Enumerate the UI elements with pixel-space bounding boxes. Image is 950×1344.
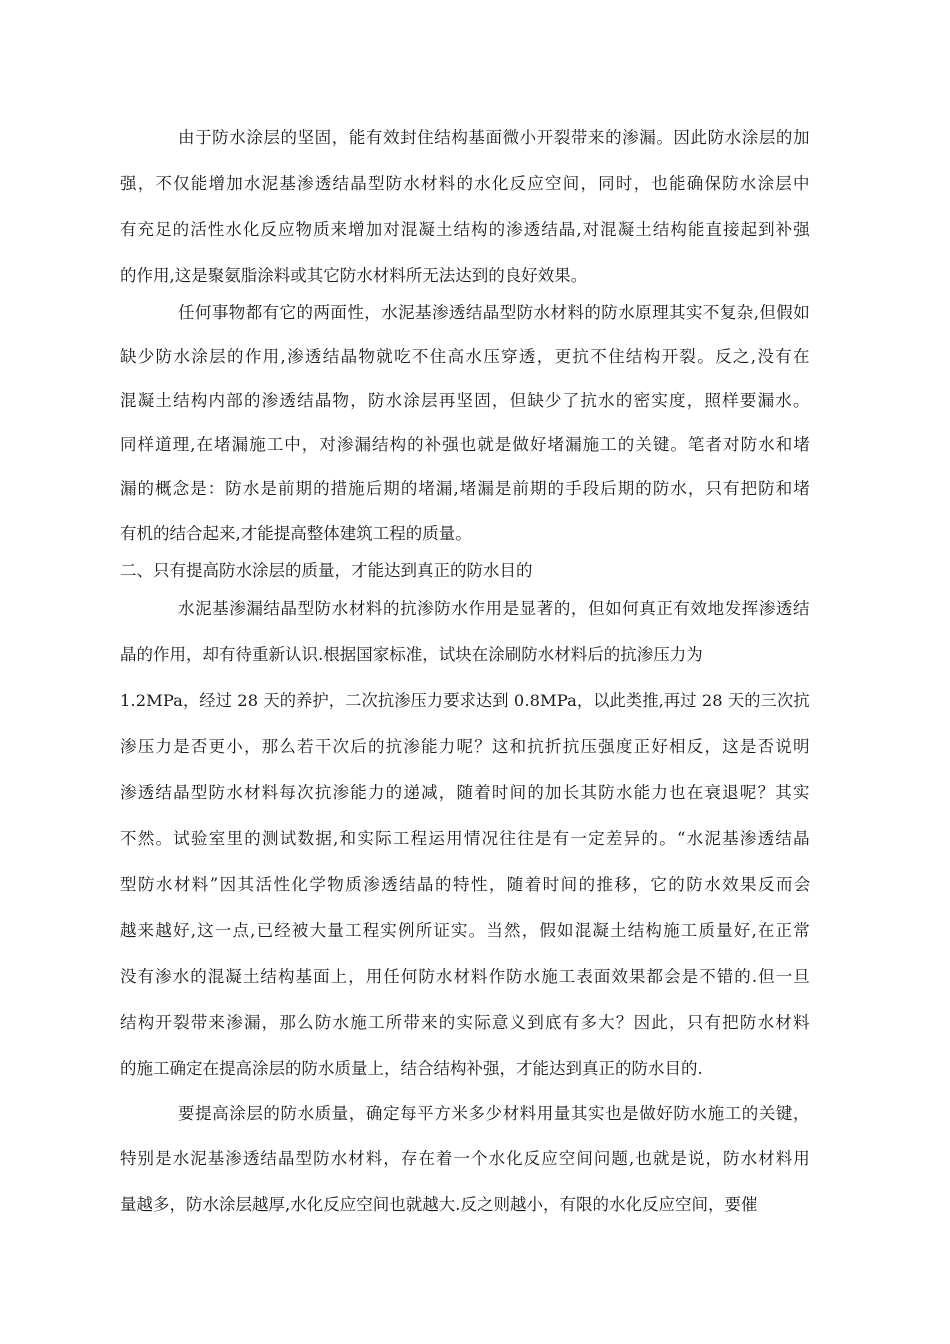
text-line: 漏的概念是：防水是前期的措施后期的堵漏,堵漏是前期的手段后期的防水，只有把防和堵 — [120, 479, 811, 498]
text-line: 的作用,这是聚氨脂涂料或其它防水材料所无法达到的良好效果。 — [120, 266, 588, 285]
text-line: 混凝土结构内部的渗透结晶物，防水涂层再坚固，但缺少了抗水的密实度，照样要漏水。 — [120, 391, 811, 410]
text-line: 的施工确定在提高涂层的防水质量上，结合结构补强，才能达到真正的防水目的. — [120, 1059, 703, 1078]
text-line: 要提高涂层的防水质量，确定每平方米多少材料用量其实也是做好防水施工的关键， — [178, 1104, 811, 1123]
text-line: 强，不仅能增加水泥基渗透结晶型防水材料的水化反应空间，同时，也能确保防水涂层中 — [120, 174, 811, 193]
text-line: 晶的作用，却有待重新认识.根据国家标准，试块在涂刷防水材料后的抗渗压力为 — [120, 645, 703, 664]
text-line: 1.2MPa，经过 28 天的养护，二次抗渗压力要求达到 0.8MPa，以此类推,再过 28 天的三次抗 — [120, 691, 810, 710]
text-line: 有充足的活性水化反应物质来增加对混凝土结构的渗透结晶,对混凝土结构能直接起到补强 — [120, 220, 811, 239]
text-line: 渗压力是否更小，那么若干次后的抗渗能力呢？这和抗折抗压强度正好相反，这是否说明 — [120, 737, 811, 756]
text-line: 缺少防水涂层的作用,渗透结晶物就吃不住高水压穿透，更抗不住结构开裂。反之,没有在 — [120, 347, 811, 366]
text-line: 有机的结合起来,才能提高整体建筑工程的质量。 — [120, 524, 472, 543]
text-line: 结构开裂带来渗漏，那么防水施工所带来的实际意义到底有多大？因此，只有把防水材料 — [120, 1013, 811, 1032]
text-line: 量越多，防水涂层越厚,水化反应空间也就越大.反之则越小，有限的水化反应空间，要催 — [120, 1195, 758, 1214]
text-line: 任何事物都有它的两面性，水泥基渗透结晶型防水材料的防水原理其实不复杂,但假如 — [178, 303, 811, 322]
section-heading: 二、只有提高防水涂层的质量，才能达到真正的防水目的 — [120, 561, 533, 580]
text-line: 型防水材料”因其活性化学物质渗透结晶的特性，随着时间的推移，它的防水效果反而会 — [120, 875, 812, 894]
text-line: 渗透结晶型防水材料每次抗渗能力的递减，随着时间的加长其防水能力也在衰退呢？其实 — [120, 783, 811, 802]
text-line: 特别是水泥基渗透结晶型防水材料，存在着一个水化反应空间问题,也就是说，防水材料用 — [120, 1149, 811, 1168]
text-line: 越来越好,这一点,已经被大量工程实例所证实。当然，假如混凝土结构施工质量好,在正常 — [120, 921, 811, 940]
text-line: 没有渗水的混凝土结构基面上，用任何防水材料作防水施工表面效果都会是不错的.但一旦 — [120, 967, 811, 986]
text-line: 水泥基渗漏结晶型防水材料的抗渗防水作用是显著的，但如何真正有效地发挥渗透结 — [178, 599, 811, 618]
text-line: 同样道理,在堵漏施工中，对渗漏结构的补强也就是做好堵漏施工的关键。笔者对防水和堵 — [120, 435, 811, 454]
text-line: 由于防水涂层的坚固，能有效封住结构基面微小开裂带来的渗漏。因此防水涂层的加 — [178, 128, 811, 147]
text-line: 不然。试验室里的测试数据,和实际工程运用情况往往是有一定差异的。“水泥基渗透结晶 — [120, 829, 811, 848]
